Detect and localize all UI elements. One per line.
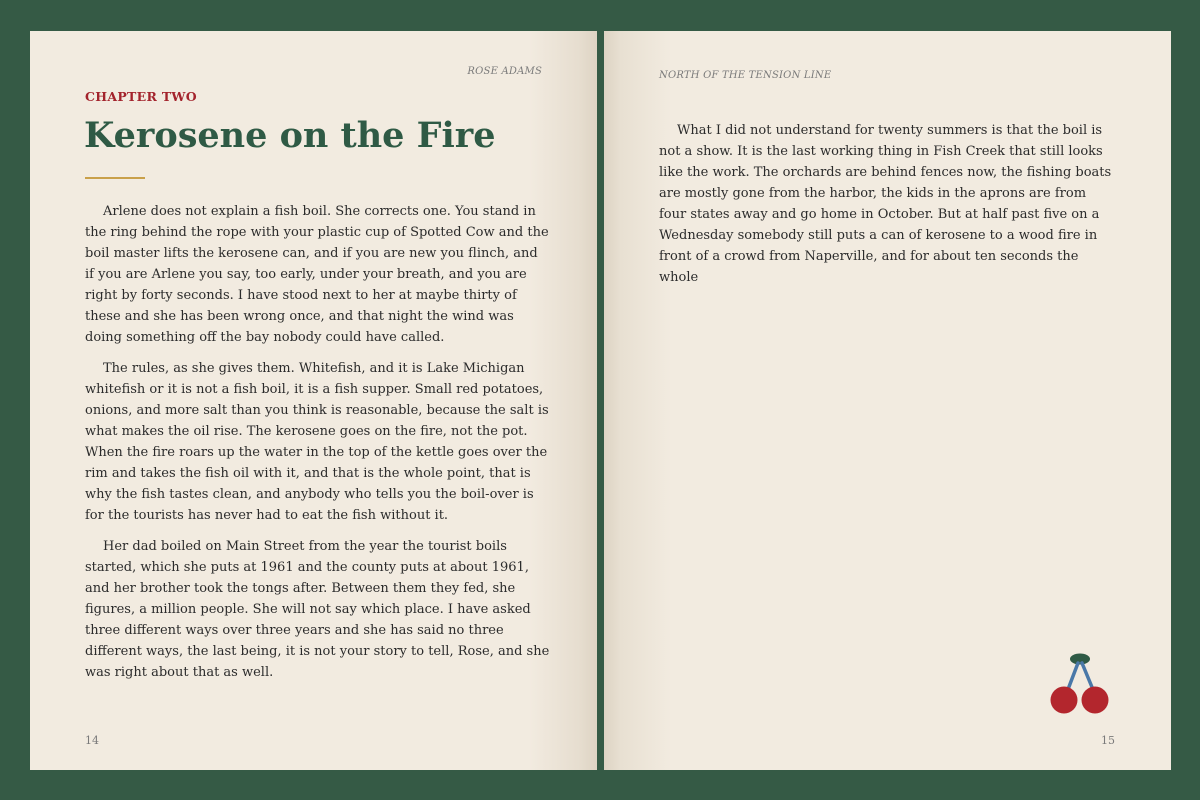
cherry-icon: [1049, 652, 1111, 718]
body-text: [85, 201, 550, 693]
left-page: [30, 31, 597, 770]
paragraph: Arlene does not explain a fish boil. She corrects one. You stand in the ring behind the rope with your plastic cup of Spotted Cow and the boil master lifts the kerosene can, and if you are new you flinch, and if you are Arlene you say, too early, under your breath, and you are right by forty seconds. I have stood next to her at maybe thirty of these and she has been wrong once, and that night the wind was doing something off the bay nobody could have called.: [85, 204, 549, 345]
body-text: [659, 120, 1117, 298]
running-head-title: NORTH OF THE TENSION LINE: [659, 70, 832, 81]
chapter-label: CHAPTER TWO: [85, 89, 197, 104]
cherry-right: [1082, 687, 1109, 714]
paragraph: Her dad boiled on Main Street from the year the tourist boils started, which she puts at 1961 and the county puts at about 1961, and her brother took the tongs after. Between them they fed, she figures, a million people. She will not say which place. I have asked three different ways over three years and she has said no three different ways, the last being, it is not your story to tell, Rose, and she was right about that as well.: [85, 539, 550, 680]
running-head-author: ROSE ADAMS: [467, 66, 542, 77]
right-page: [604, 31, 1171, 770]
title-divider: [85, 177, 145, 179]
page-number: 15: [1101, 734, 1115, 747]
cherry-left: [1051, 687, 1078, 714]
paragraph: What I did not understand for twenty summers is that the boil is not a show. It is the last working thing in Fish Creek that still looks like the work. The orchards are behind fences now, the fishing boats are mostly gone from the harbor, the kids in the aprons are from four states away and go home in October. But at half past five on a Wednesday somebody still puts a can of kerosene to a wood fire in front of a crowd from Naperville, and for about ten seconds the whole: [659, 123, 1112, 285]
cherry-leaf: [1070, 654, 1090, 665]
paragraph: The rules, as she gives them. Whitefish, and it is Lake Michigan whitefish or it is not a fish boil, it is a fish supper. Small red potatoes, onions, and more salt than you think is reasonable, because the salt is what makes the oil rise. The kerosene goes on the fire, not the pot. When the fire roars up the water in the top of the kettle goes over the rim and takes the fish oil with it, and that is the whole point, that is why the fish tastes clean, and anybody who tells you the boil-over is for the tourists has never had to eat the fish without it.: [85, 361, 549, 523]
page-number: 14: [85, 734, 99, 747]
chapter-title: Kerosene on the Fire: [84, 115, 496, 156]
